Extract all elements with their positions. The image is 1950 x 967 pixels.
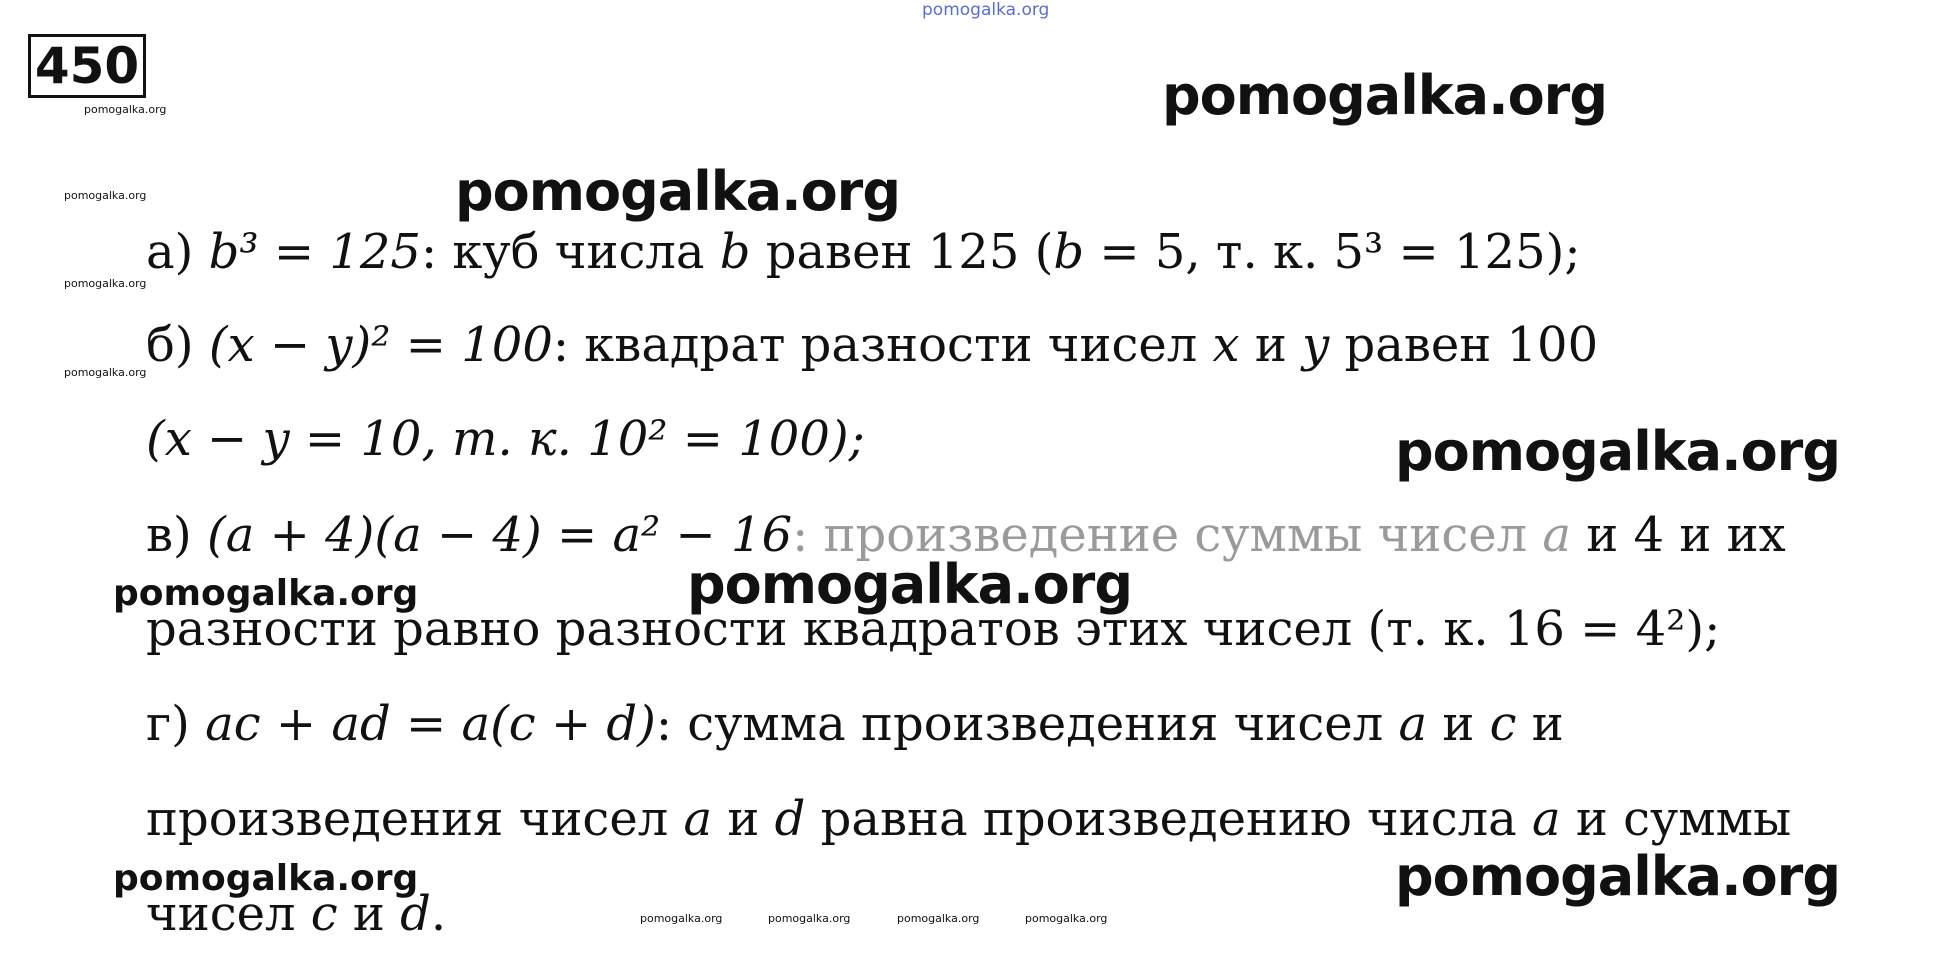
text: и: [1239, 317, 1303, 373]
variable: d: [774, 791, 806, 847]
line-v-2: [146, 601, 1721, 657]
text: равна произведению числа: [805, 791, 1533, 847]
watermark-small: pomogalka.org: [84, 103, 167, 116]
problem-number: 450: [28, 34, 146, 98]
watermark-large: pomogalka.org: [455, 160, 900, 223]
watermark-large: pomogalka.org: [1395, 420, 1840, 483]
variable: b: [719, 224, 751, 280]
variable: c: [1489, 696, 1517, 752]
watermark-large: pomogalka.org: [1395, 845, 1840, 908]
text: и 4 и их: [1571, 507, 1786, 563]
text: и: [1516, 696, 1564, 752]
text: разности равно разности квадратов этих чисел (т. к. 16 = 4²);: [146, 601, 1721, 657]
watermark-top: pomogalka.org: [922, 0, 1050, 20]
text: и суммы: [1560, 791, 1792, 847]
formula: (a + 4)(a − 4) = a² − 16: [207, 507, 793, 563]
text: чисел: [146, 886, 311, 942]
watermark-medium: pomogalka.org: [113, 858, 419, 899]
text: равен 100: [1329, 317, 1599, 373]
watermark-small: pomogalka.org: [1025, 912, 1108, 925]
text: : квадрат разности чисел: [552, 317, 1213, 373]
item-label: в): [146, 507, 208, 563]
text: и: [712, 791, 775, 847]
watermark-large: pomogalka.org: [1162, 64, 1607, 127]
item-label: б): [146, 317, 209, 373]
line-b-1: [146, 317, 1599, 373]
watermark-medium: pomogalka.org: [113, 573, 419, 614]
watermark-small: pomogalka.org: [64, 277, 147, 290]
text: и: [1427, 696, 1490, 752]
variable: c: [310, 886, 338, 942]
formula: (x − y = 10, т. к. 10² = 100);: [146, 411, 865, 467]
variable: a: [1398, 696, 1428, 752]
line-g-2: [146, 791, 1792, 847]
watermark-large: pomogalka.org: [687, 553, 1132, 616]
item-label: а): [146, 224, 209, 280]
text: равен 125 (: [750, 224, 1054, 280]
variable: d: [400, 886, 431, 942]
text: и: [337, 886, 401, 942]
watermark-small: pomogalka.org: [897, 912, 980, 925]
line-v-1: [146, 507, 1786, 563]
formula: b³ = 125: [208, 224, 421, 280]
text: : сумма произведения чисел: [655, 696, 1399, 752]
watermark-small: pomogalka.org: [768, 912, 851, 925]
variable: a: [1532, 791, 1561, 847]
watermark-small: pomogalka.org: [64, 366, 147, 379]
text: произведения чисел: [146, 791, 684, 847]
variable: b: [1053, 224, 1085, 280]
text: : куб числа: [420, 224, 720, 280]
text: : произведение суммы чисел: [792, 507, 1543, 563]
line-g-1: [146, 696, 1564, 752]
formula: (x − y)² = 100: [208, 317, 553, 373]
variable: a: [1542, 507, 1572, 563]
variable: y: [1302, 317, 1330, 373]
variable: x: [1212, 317, 1240, 373]
watermark-small: pomogalka.org: [640, 912, 723, 925]
watermark-small: pomogalka.org: [64, 189, 147, 202]
line-b-2: [146, 411, 865, 467]
item-label: г): [146, 696, 206, 752]
formula: ac + ad = a(c + d): [205, 696, 656, 752]
variable: a: [683, 791, 713, 847]
text: .: [430, 886, 447, 942]
text: = 5, т. к. 5³ = 125);: [1084, 224, 1581, 280]
line-a: [146, 224, 1581, 280]
line-g-3: [146, 886, 447, 942]
